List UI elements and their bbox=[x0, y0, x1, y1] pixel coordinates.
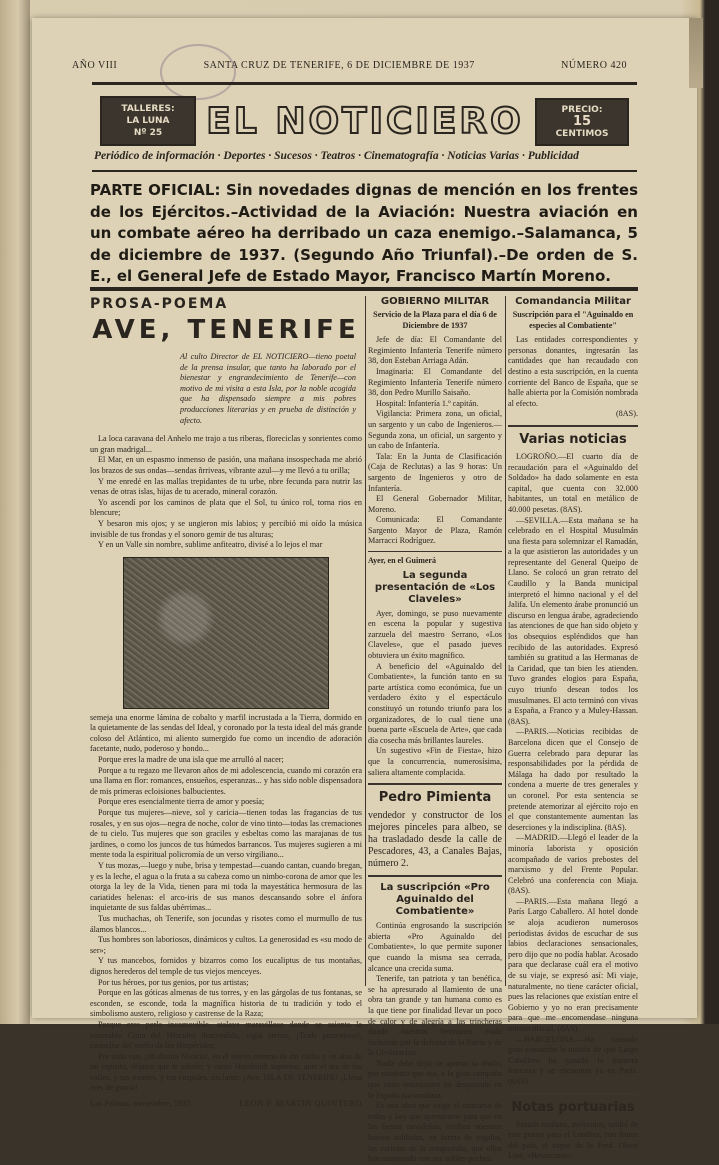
paragraph: La loca caravana del Anhelo me trajo a tus riberas, floreciclas y sonrientes como un gran madrigal... bbox=[90, 434, 362, 454]
paragraph: Porque tus mujeres—nieve, sol y caricia—tienen todas las fragancias de tus rosales, y en sus ojos—negra de noche, color de vino tinto—todas las cremaciones de tu cielo. Tus mujeres que son graciles y esbeltas como las marajanas de tus jardines, o como los juncos de tus húmedos barrancos. Tus mujeres sugieren a mi mente toda la espiritual policromía de un verso virgiliano... bbox=[90, 808, 362, 860]
article-kicker: PROSA-POEMA bbox=[90, 296, 229, 312]
paragraph: Hospital: Infantería 1.º capitán. bbox=[376, 398, 479, 408]
paragraph: —BARCELONA.—Ha causado gran sensación la noticia de que Largo Caballero ha ganado la frontera francesa y se encuentra ya en París. (8AS). bbox=[508, 1034, 638, 1086]
price-line-1: PRECIO: bbox=[561, 105, 603, 115]
divider bbox=[368, 783, 502, 785]
paragraph: Nadie debe dejar de aportar su óbolo, por modesto que sea, a la gran campaña que tanto entusiasmo ha despertado en la España nacionalista. bbox=[368, 1058, 502, 1100]
paragraph: Un sugestivo «Fin de Fiesta», hizo que la concurrencia, numerosísima, saliera altamente complacida. bbox=[368, 746, 502, 777]
section-subtitle: Suscripción para el "Aguinaldo en especies al Combatiente" bbox=[512, 310, 634, 330]
workshop-line-1: TALLERES: bbox=[121, 104, 175, 114]
article-dedication: Al culto Director de EL NOTICIERO—tieno poetal de la prensa insular, que tanto ha laborado por el bienestar y engrandecimiento de Tenerife—con motivo de mi visita a esta Isla, por la noble acogida que ha dispensado siempre a mis pobres producciones literarias y en prueba de distinción y afecto. bbox=[180, 352, 356, 425]
paragraph: El General Gobernador Militar, Moreno. bbox=[368, 494, 502, 514]
headline-parte-oficial: PARTE OFICIAL: Sin novedades dignas de mención en los frentes de los Ejércitos.–Actividad de la Aviación: Nuestra aviación en un combate aéreo ha derribado un caza enemigo.–Salamanca, 5 de diciembre de 1937. (Segundo Año Triunfal).–De orden de S. E., el General Jefe de Estado Mayor, Francisco Martín Moreno. bbox=[90, 181, 638, 285]
paragraph: Y tus mancebos, fornidos y bizarros como los eucaliptus de tus montañas, dignos herederos del temple de tus viejos menceyes. bbox=[90, 956, 362, 976]
paragraph: —MADRID.—Llegó el leader de la minoría laborista y oposición acompañado de varios prebostes del marxismo y del Frente Popular. Celebró una conferencia con Miaja. (8AS). bbox=[508, 833, 638, 896]
workshop-line-3: Nº 25 bbox=[133, 128, 163, 138]
paragraph: —PARIS.—Noticias recibidas de Barcelona dicen que el Consejo de Guerra celebrado para depurar las responsabilidades por la pérdida de Málaga ha dado por resultado la condena a muerte de tres generales y un coronel. Por esta sentencia se pretende atemorizar al ejército rojo en el que constantemente aumentan las deserciones y la indisciplina. (8AS). bbox=[508, 727, 638, 832]
paragraph: Tenerife, tan patriota y tan benéfica, se ha apresurado al llamiento de una obra tan grande y tan humana como es la que tiene por finalidad llevar un poco de calor y de alegría a las trincheras donde nuestros hermanos están luchando por la defensa de la Patria y de la Civilización. bbox=[368, 974, 502, 1058]
paragraph: Porque en las góticas almenas de tus torres, y en las gárgolas de tus fontanas, se esconden, se esconde, toda la magnífica historia de tu tradición y todo el simbolismo austero, religioso y castrense de la Raza; bbox=[90, 988, 362, 1019]
paragraph: Y me enredé en las mallas trepidantes de tu urbe, nbre fecunda para nutrir las venas de otras islas, hijas de tu acerado, mineral corazón. bbox=[90, 476, 362, 497]
issue-number: NÚMERO 420 bbox=[561, 60, 627, 71]
tagline: Periódico de información · Deportes · Sucesos · Teatros · Cinematografía · Noticias Varias · Publicidad bbox=[94, 150, 579, 162]
signature-line bbox=[90, 1098, 362, 1109]
paragraph: El Mar, en un espasmo inmenso de pasión, una mañana insospechada me abrió los brazos de sus ondas—sendas ñrriveas, vibrante azul—y me llevó a tu orilla; bbox=[90, 455, 362, 475]
paragraph: A beneficio del «Aguinaldo del Combatiente», la función tanto en su parte artística como económica, fue un verdadero éxito y el espectáculo constituyó un rotundo triunfo para los organizadores, de lo cual tiene una buena parte «Escuela de Arte», que cada día cosecha más brillantes laureles. bbox=[368, 661, 502, 745]
landscape-photo bbox=[123, 557, 329, 709]
section-title-varias-noticias: Varias noticias bbox=[519, 431, 627, 447]
paragraph: Porque a tu regazo me llevaron años de mi adolescencia, cuando mi corazón era una llama en flor: romances, ensueños, esperanzas... y has sido noble dispensadora de mis primeras ecloisiones balbucientes. bbox=[90, 765, 362, 796]
paragraph: Por tus héroes, por tus genios, por tus artistas; bbox=[98, 977, 249, 987]
binding-clip bbox=[689, 18, 703, 88]
divider bbox=[508, 425, 638, 427]
paragraph: Vigilancia: Primera zona, un oficial, un sargento y un cabo de Ingenieros.—Segunda zona, un oficial, un sargento y un cabo de Infantería. bbox=[368, 409, 502, 451]
workshop-box bbox=[100, 96, 196, 146]
paragraph: Y besaron mis ojos; y se ungieron mis labios; y percibió mi oído la música invisible de tus frondas y el sonoro gemir de tus alturas; bbox=[90, 518, 362, 539]
article-title: AVE, TENERIFE bbox=[92, 315, 360, 345]
paragraph: Pasado mañana, miércoles, saldrá de este puerto para el Londres, con frutos del país, el vapor de la Fred. Olsen Line, «Betancuria». bbox=[508, 1119, 638, 1161]
masthead-top-line bbox=[72, 60, 627, 71]
paragraph: Y tus mozas,—luego y nube, brisa y tempestad—cuando cantan, cuando bregan, y es la leche, el agua o la fruta a su cabeza como un nimbo-corona de amor que les otorga la ley de la Vida, tienen para mi toda la mayestática hermosura de las cariatides helenas: el arco-iris de sus manos descansando sobre el ánfora inquietante de sus faldas ubérrimas... bbox=[90, 861, 362, 913]
section-title-claveles: La segunda presentación de «Los Claveles» bbox=[374, 569, 496, 605]
paragraph: Y en un Valle sin nombre, sublime anfiteatro, divisé a lo lejos el mar bbox=[98, 540, 323, 550]
year-label: AÑO VIII bbox=[72, 60, 118, 71]
section-title-notas-portuarias: Notas portuarias bbox=[511, 1099, 635, 1115]
paragraph: Continúa engrosando la suscripción abierta «Pro Aguinaldo del Combatiente», lo que permite suponer que cuando la misma sea cerrada, alcance una crecida suma. bbox=[368, 921, 502, 973]
section-subtitle: Servicio de la Plaza para el día 6 de Diciembre de 1937 bbox=[373, 310, 497, 330]
masthead-rule-bottom bbox=[92, 170, 637, 172]
place-date: Las Palmas, noviembre, 1937. bbox=[90, 1098, 193, 1109]
price-line-3: CENTIMOS bbox=[555, 129, 609, 139]
agency-tag: (8AS). bbox=[615, 409, 638, 419]
paragraph: Yo ascendí por los caminos de plata que el Sol, tu único rol, torna rios en blencure; bbox=[90, 497, 362, 518]
divider bbox=[368, 551, 502, 552]
paragraph: Porque eres esencialmente tierra de amor y poesía; bbox=[98, 797, 265, 807]
paragraph: Es una obra que exige el concurso de todos y hay que apresurarse para que en las fiestas navideñas, reciban nuestros bravos soldados, en forma de regalos, las caricias de la retaguardia, que ellos han mantenido con sus nobles pechos. bbox=[368, 1101, 502, 1164]
dateline: SANTA CRUZ DE TENERIFE, 6 DE DICIEMBRE DE 1937 bbox=[203, 60, 475, 71]
paragraph: Tala: En la Junta de Clasificación (Caja de Reclutas) a las 9 horas: Un sargento de Ingenieros y otro de Infantería. bbox=[368, 451, 502, 493]
column-prosa-poema bbox=[90, 296, 362, 1109]
workshop-line-2: LA LUNA bbox=[126, 116, 170, 126]
paragraph: Imaginaria: El Comandante del Regimiento Infantería Tenerife número 38, don Pedro Murillo Saisaño. bbox=[368, 366, 502, 398]
column-divider-1 bbox=[365, 296, 366, 986]
section-title-suscripcion: La suscripción «Pro Aguinaldo del Combatiente» bbox=[380, 882, 490, 918]
column-comandancia-militar bbox=[508, 296, 638, 1161]
price-box bbox=[535, 98, 629, 146]
section-title-comandancia: Comandancia Militar bbox=[515, 296, 631, 307]
paragraph: Tus muchachas, oh Tenerife, son jocundas y risotes como el murmullo de tus álamos blancos... bbox=[90, 913, 362, 934]
divider bbox=[508, 1093, 638, 1095]
paragraph: LOGROÑO.—El cuarto día de recaudación para el «Aguinaldo del Soldado» ha dado solamente en esta capital, que cuenta con 32.000 habitantes, un total en metálico de 40.000 pesetas. (8AS). bbox=[508, 451, 638, 514]
paragraph: Porque eres la madre de una isla que me arrulló al nacer; bbox=[98, 755, 284, 765]
column-gobierno-militar bbox=[368, 296, 502, 1164]
column-divider-2 bbox=[505, 296, 506, 986]
divider bbox=[368, 875, 502, 877]
section-title-gobierno-militar: GOBIERNO MILITAR bbox=[380, 296, 490, 307]
ad-title-pedro-pimienta: Pedro Pimienta bbox=[378, 790, 492, 806]
paragraph: —SEVILLA.—Esta mañana se ha celebrado en el Hospital Musulmán una fiesta para solemnizar el Ramadán, a la que asistieron las autoridades y un representante del General Queipo de Llano. Se colocó un gran retrato del Caudillo y la Banda municipal interpretó el himno nacional y el del Jalifa. Un elemento árabe pronunció un discurso en lengua árabe, agradeciendo las atenciones de que han sido objeto y los obsequios espléndidos que han recibido de las autoridades. Expresó también su gratitud a las Hermanas de la Caridad, que tan bien les atienden. Tuvo grandes elogios para España, cuyo triunfo desean todos los musulmanes. El acto terminó con vivas a España, a Franco y a Muley-Hassan. (8AS). bbox=[508, 515, 638, 726]
paragraph: Tus hombres son laboriosos, dinámicos y cultos. La generosidad es «su modo de ser»; bbox=[90, 935, 362, 955]
price-line-2: 15 bbox=[572, 114, 592, 129]
paragraph: Por todo eso, ¡oh divina Nivaria!, en el nuevo retorno de mi exilio y en alas de mi espíritu, déjame que te salude; y como Humboldt supremo, ante el ara de tus valles, y tus montes, y tus cuspides, exclame: ¡Ave, ISLA DE TENERIFE! ¡Llena eres de gracia! bbox=[90, 1051, 362, 1093]
newspaper-logo: EL NOTICIERO bbox=[206, 101, 524, 142]
ad-text: vendedor y constructor de los mejores pinceles para albeo, se ha trasladado desde la calle de Pescadores, 43, a Canales Bajas, número 2. bbox=[368, 810, 502, 870]
book-spine bbox=[0, 0, 30, 1024]
paragraph: Las entidades correspondientes y personas donantes, ingresarán las cantidades que han recaudado con destino a esta suscripción, en la cuenta corriente del Banco de España, que se halle abierta por la Comisión nombrada al efecto. bbox=[508, 335, 638, 408]
masthead-rule-top bbox=[92, 82, 637, 85]
library-stamp bbox=[160, 44, 236, 100]
paragraph: semeja una enorme lámina de cobalto y marfil incrustada a la Tierra, dormido en la quietamente de las sendas del Ideal, y coronado por la testa ideal del más grande coloso del Atlántico, mi aliento sumergido fue como un incendio de adoración facetante, nudo, poderoso y hondo... bbox=[90, 712, 362, 754]
paragraph: Jefe de día: El Comandante del Regimiento Infantería Tenerife número 38, don Esteban Arriaga Adán. bbox=[368, 335, 502, 366]
paragraph: Porque eres perla incomovible, atalaya maravillosa donde se asienta la venerable Cima del Hércules descendido, vigía eterno, ¡Teide portentoso!, custodiar del sueño de las Hespérides; bbox=[90, 1019, 362, 1051]
headline-rule bbox=[90, 287, 638, 291]
article-kicker-claveles: Ayer, en el Guimerá bbox=[368, 556, 436, 566]
paragraph: Comunicada: El Comandante Sargento Mayor de Plaza, Ramón Marracci Rodríguez. bbox=[368, 515, 502, 546]
author-name: LEON P. MARTIN QUINTERO bbox=[239, 1098, 362, 1109]
paragraph: Ayer, domingo, se puso nuevamente en escena la popular y sugestiva zarzuela del maestro Serrano, «Los Claveles», que el pasado jueves obtuviera un éxito magnífico. bbox=[368, 608, 502, 661]
paragraph: —PARIS.—Esta mañana llegó a París Largo Caballero. Al hotel donde se aloja acudieron numerosos periodistas ávidos de escuchar de sus labios declaraciones sensacionales, pero dijo que no podía hablar. Acosado para que declarase cuál era el motivo de su viaje, se expresó así: Mi viaje, naturalmente, no tiene carácter oficial, pues las relaciones que existían entre el Gobierno y yo no eran precisamente para que me encomendase ninguna misión oficial. (8AS). bbox=[508, 896, 638, 1033]
